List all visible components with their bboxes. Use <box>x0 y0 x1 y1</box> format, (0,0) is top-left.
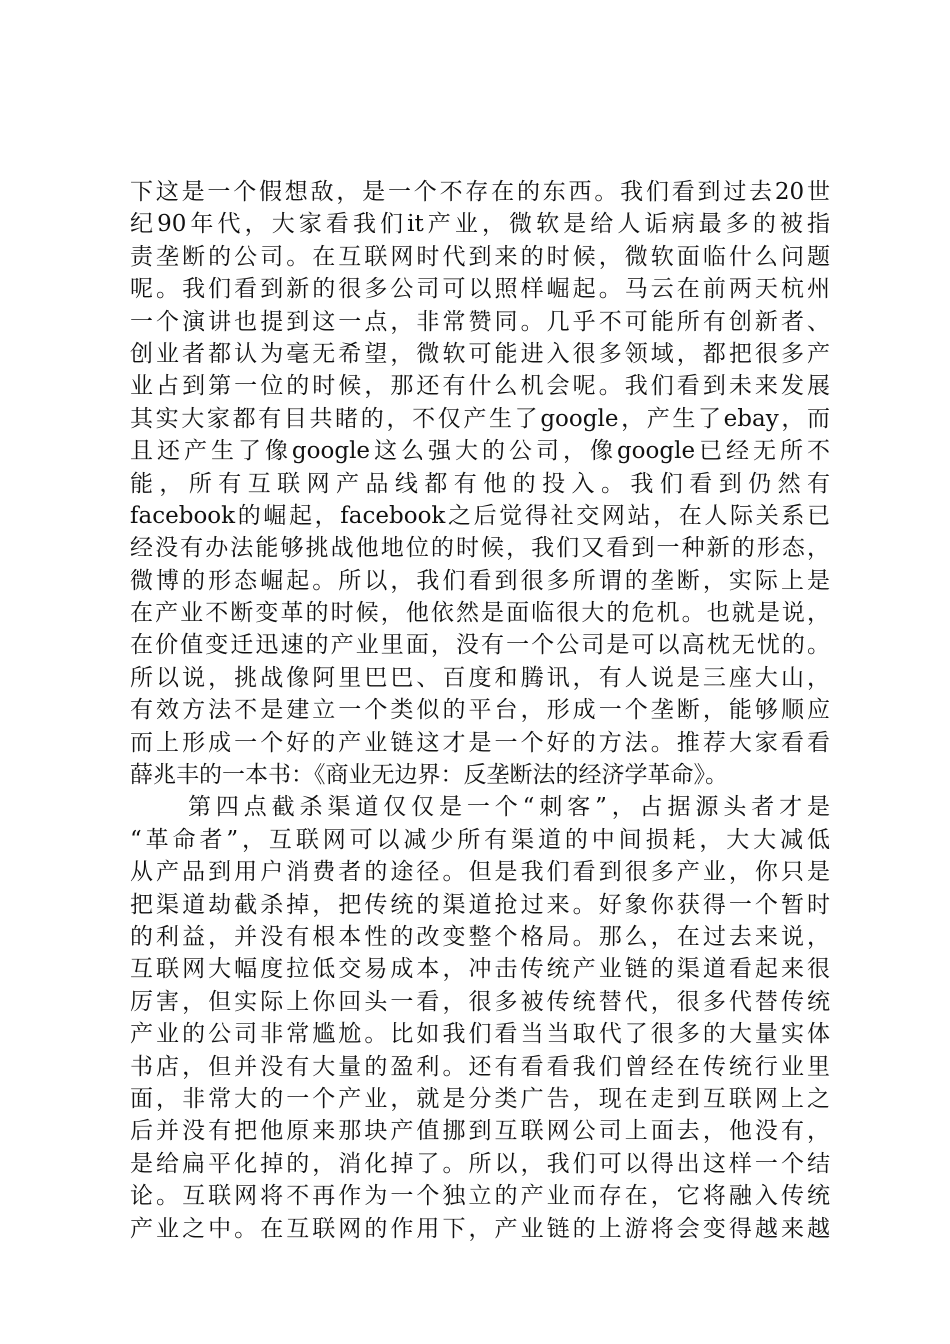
text-line: 而上形成一个好的产业链这才是一个好的方法。推荐大家看看 <box>130 729 830 756</box>
text-line: 从产品到用户消费者的途径。但是我们看到很多产业，你只是 <box>130 859 830 886</box>
text-line: 书店，但并没有大量的盈利。还有看看我们曾经在传统行业里 <box>130 1053 830 1080</box>
text-line: 业占到第一位的时候，那还有什么机会呢。我们看到未来发展 <box>130 373 830 400</box>
text-line: 互联网大幅度拉低交易成本，冲击传统产业链的渠道看起来很 <box>130 956 830 983</box>
text-line: 且还产生了像google这么强大的公司，像google已经无所不 <box>130 438 830 465</box>
text-line: 纪90年代，大家看我们it产业，微软是给人诟病最多的被指 <box>130 211 830 238</box>
text-line: facebook的崛起，facebook之后觉得社交网站，在人际关系已 <box>130 502 830 529</box>
text-line: 呢。我们看到新的很多公司可以照样崛起。马云在前两天杭州 <box>130 276 830 303</box>
text-line: 微博的形态崛起。所以，我们看到很多所谓的垄断，实际上是 <box>130 567 830 594</box>
text-line: 责垄断的公司。在互联网时代到来的时候，微软面临什么问题 <box>130 243 830 270</box>
text-line: 后并没有把他原来那块产值挪到互联网公司上面去，他没有， <box>130 1118 830 1145</box>
text-line: “革命者”，互联网可以减少所有渠道的中间损耗，大大减低 <box>130 826 830 853</box>
body-text <box>130 176 830 1245</box>
text-line: 的利益，并没有根本性的改变整个格局。那么，在过去来说， <box>130 923 830 950</box>
text-line: 一个演讲也提到这一点，非常赞同。几乎不可能所有创新者、 <box>130 308 830 335</box>
text-line: 有效方法不是建立一个类似的平台，形成一个垄断，能够顺应 <box>130 697 830 724</box>
text-line: 是给扁平化掉的，消化掉了。所以，我们可以得出这样一个结 <box>130 1150 830 1177</box>
text-line: 产业之中。在互联网的作用下，产业链的上游将会变得越来越 <box>130 1215 830 1242</box>
paragraph-first-line: 第四点截杀渠道仅仅是一个“刺客”，占据源头者才是 <box>188 794 830 821</box>
text-line: 所以说，挑战像阿里巴巴、百度和腾讯，有人说是三座大山， <box>130 664 830 691</box>
text-line: 把渠道劫截杀掉，把传统的渠道抢过来。好象你获得一个暂时 <box>130 891 830 918</box>
text-line: 在价值变迁迅速的产业里面，没有一个公司是可以高枕无忧的。 <box>130 632 830 659</box>
text-line: 厉害，但实际上你回头一看，很多被传统替代，很多代替传统 <box>130 988 830 1015</box>
text-line: 其实大家都有目共睹的，不仅产生了google，产生了ebay，而 <box>130 405 830 432</box>
text-line: 在产业不断变革的时候，他依然是面临很大的危机。也就是说， <box>130 600 830 627</box>
text-line: 产业的公司非常尴尬。比如我们看当当取代了很多的大量实体 <box>130 1021 830 1048</box>
text-line: 能，所有互联网产品线都有他的投入。我们看到仍然有 <box>130 470 830 497</box>
text-line: 创业者都认为毫无希望，微软可能进入很多领域，都把很多产 <box>130 340 830 367</box>
paragraph-end-line: 薛兆丰的一本书：《商业无边界：反垄断法的经济学革命》。 <box>130 762 728 789</box>
text-line: 面，非常大的一个产业，就是分类广告，现在走到互联网上之 <box>130 1085 830 1112</box>
text-line: 论。互联网将不再作为一个独立的产业而存在，它将融入传统 <box>130 1183 830 1210</box>
text-line: 下这是一个假想敌，是一个不存在的东西。我们看到过去20世 <box>130 179 830 205</box>
text-line: 经没有办法能够挑战他地位的时候，我们又看到一种新的形态， <box>130 535 830 562</box>
